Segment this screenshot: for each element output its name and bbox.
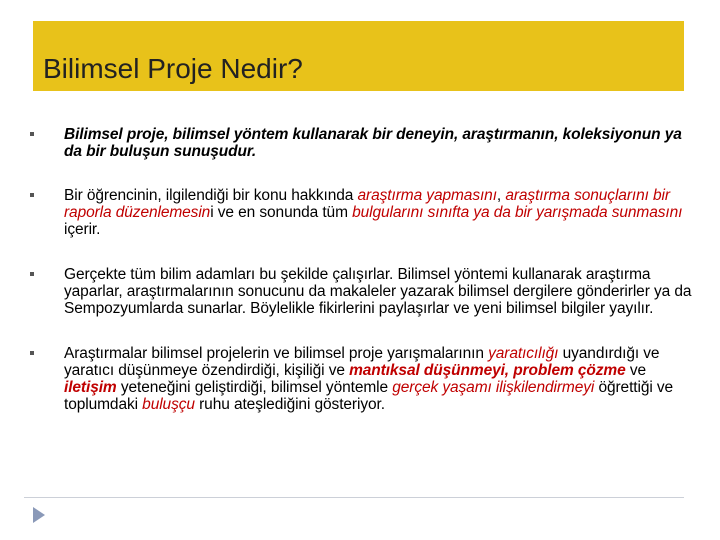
text-run: ,	[496, 187, 506, 204]
text-run: Bilimsel proje, bilimsel yöntem kullanarak bir deneyin, araştırmanın, koleksiyonun ya da bir buluşun sunuşudur.	[64, 126, 682, 160]
emphasis-text: araştırma sonuçlarını bir raporla düzenlemesin	[64, 187, 670, 221]
text-run: ruhu ateşlediğini gösteriyor.	[194, 396, 385, 413]
slide-title: Bilimsel Proje Nedir?	[43, 53, 303, 84]
bullet-item	[52, 345, 692, 413]
bullet-text	[64, 345, 692, 413]
text-run: uyandırdığı ve yaratıcı düşünmeye özendirdiği, kişiliği ve	[64, 345, 660, 379]
text-run: öğrettiği ve toplumdaki	[64, 379, 674, 413]
title-bar	[33, 21, 684, 91]
text-run: Araştırmalar bilimsel projelerin ve bilimsel proje yarışmalarının	[64, 345, 489, 362]
bullet-item	[52, 187, 692, 238]
bullet-item	[52, 126, 692, 160]
bullet-text	[64, 126, 692, 160]
emphasis-text: iletişim	[64, 379, 117, 396]
text-run: Gerçekte tüm bilim adamları bu şekilde çalışırlar. Bilimsel yöntemi kullanarak araştırma yaparlar, araştırmalarının sonucunu da makaleler yazarak bilimsel dergilere gönderirler ya da Sempozyumlarda sunarlar. Böylelikle fikirlerini paylaşırlar ve yeni bilimsel bilgiler yayılır.	[64, 266, 692, 317]
text-run: Bir öğrencinin, ilgilendiği bir konu hakkında	[64, 187, 358, 204]
footer-divider	[24, 497, 684, 498]
text-run: i ve en sonunda tüm	[210, 204, 353, 221]
emphasis-text: gerçek yaşamı ilişkilendirmeyi	[392, 379, 595, 396]
chevron-right-icon	[32, 506, 46, 524]
text-run: ve	[625, 362, 647, 379]
bullet-marker	[30, 132, 34, 136]
bullet-item	[52, 266, 692, 317]
bullet-marker	[30, 272, 34, 276]
emphasis-text: bulgularını sınıfta ya da bir yarışmada sunmasını	[352, 204, 683, 221]
emphasis-text: buluşçu	[142, 396, 195, 413]
emphasis-text: araştırma yapmasını	[357, 187, 497, 204]
bullet-marker	[30, 193, 34, 197]
text-run: içerir.	[64, 221, 101, 238]
bullet-list	[52, 126, 692, 413]
bullet-marker	[30, 351, 34, 355]
text-run: yeteneğini geliştirdiği, bilimsel yöntemle	[116, 379, 393, 396]
bullet-text	[64, 187, 692, 238]
bullet-text	[64, 266, 692, 317]
emphasis-text: mantıksal düşünmeyi, problem çözme	[349, 362, 626, 379]
emphasis-text: yaratıcılığı	[488, 345, 559, 362]
